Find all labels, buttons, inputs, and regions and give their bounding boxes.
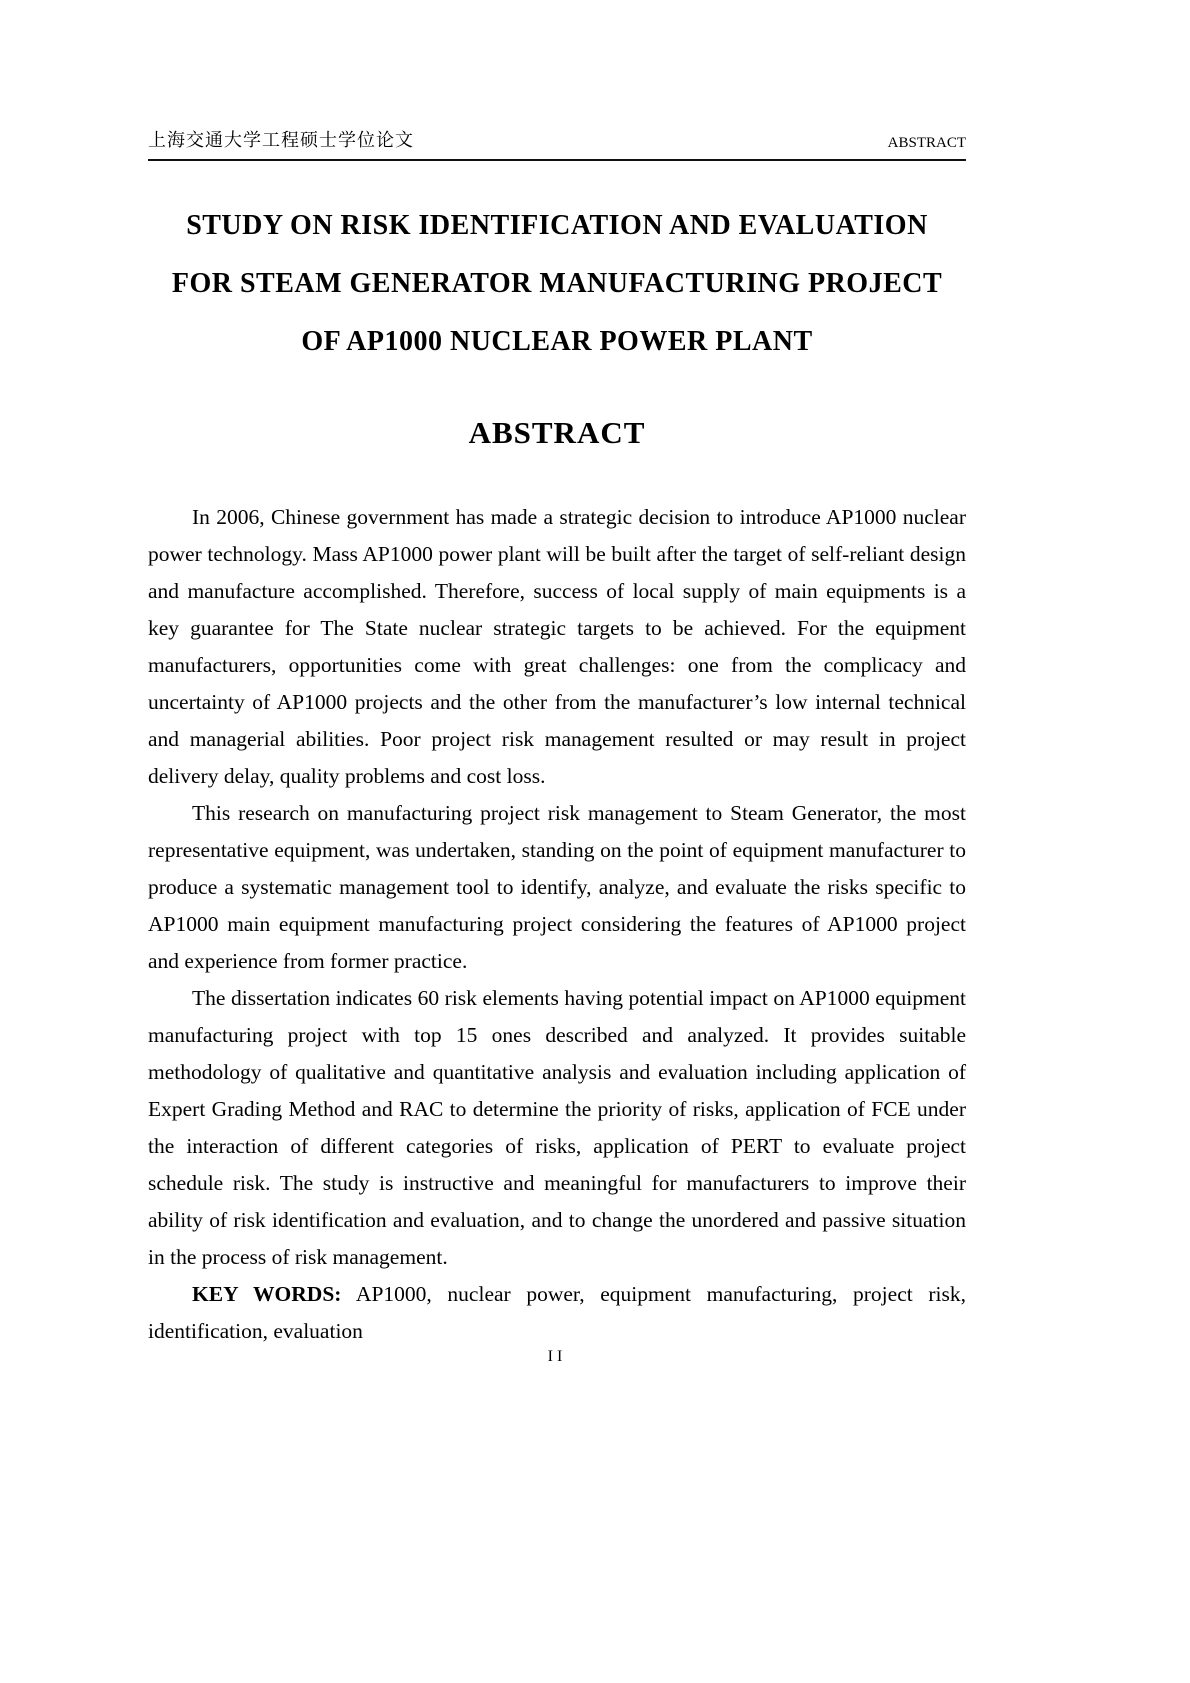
thesis-title-line-2: FOR STEAM GENERATOR MANUFACTURING PROJECT (171, 268, 943, 299)
keywords-text: AP1000, nuclear power, equipment manufacturing, project risk, identification, evaluation (148, 1282, 966, 1343)
header-right-section-label: ABSTRACT (887, 135, 966, 151)
page-header (148, 0, 966, 161)
thesis-title-line-3: OF AP1000 NUCLEAR POWER PLANT (301, 326, 813, 357)
abstract-heading: ABSTRACT (468, 415, 646, 450)
page-content (148, 0, 966, 1350)
keywords-line (148, 1276, 966, 1350)
abstract-body (148, 499, 966, 1350)
keywords-label: KEY WORDS: (192, 1282, 342, 1306)
abstract-paragraph-1: In 2006, Chinese government has made a strategic decision to introduce AP1000 nuclear power technology. Mass AP1000 power plant will be built after the target of self-reliant design and manufacture accomplished. Therefore, success of local supply of main equipments is a key guarantee for The State nuclear strategic targets to be achieved. For the equipment manufacturers, opportunities come with great challenges: one from the complicacy and uncertainty of AP1000 projects and the other from the manufacturer’s low internal technical and managerial abilities. Poor project risk management resulted or may result in project delivery delay, quality problems and cost loss. (148, 505, 966, 788)
thesis-title (148, 197, 966, 371)
thesis-title-line-1: STUDY ON RISK IDENTIFICATION AND EVALUATION (186, 210, 928, 241)
abstract-paragraph-3: The dissertation indicates 60 risk elements having potential impact on AP1000 equipment manufacturing project with top 15 ones described and analyzed. It provides suitable methodology of qualitative and quantitative analysis and evaluation including application of Expert Grading Method and RAC to determine the priority of risks, application of FCE under the interaction of different categories of risks, application of PERT to evaluate project schedule risk. The study is instructive and meaningful for manufacturers to improve their ability of risk identification and evaluation, and to change the unordered and passive situation in the process of risk management. (148, 986, 966, 1269)
page-number: II (547, 1348, 567, 1365)
abstract-paragraph-2: This research on manufacturing project risk management to Steam Generator, the most representative equipment, was undertaken, standing on the point of equipment manufacturer to produce a systematic management tool to identify, analyze, and evaluate the risks specific to AP1000 main equipment manufacturing project considering the features of AP1000 project and experience from former practice. (148, 801, 966, 973)
header-left-running-title: 上海交通大学工程硕士学位论文 (148, 130, 414, 150)
